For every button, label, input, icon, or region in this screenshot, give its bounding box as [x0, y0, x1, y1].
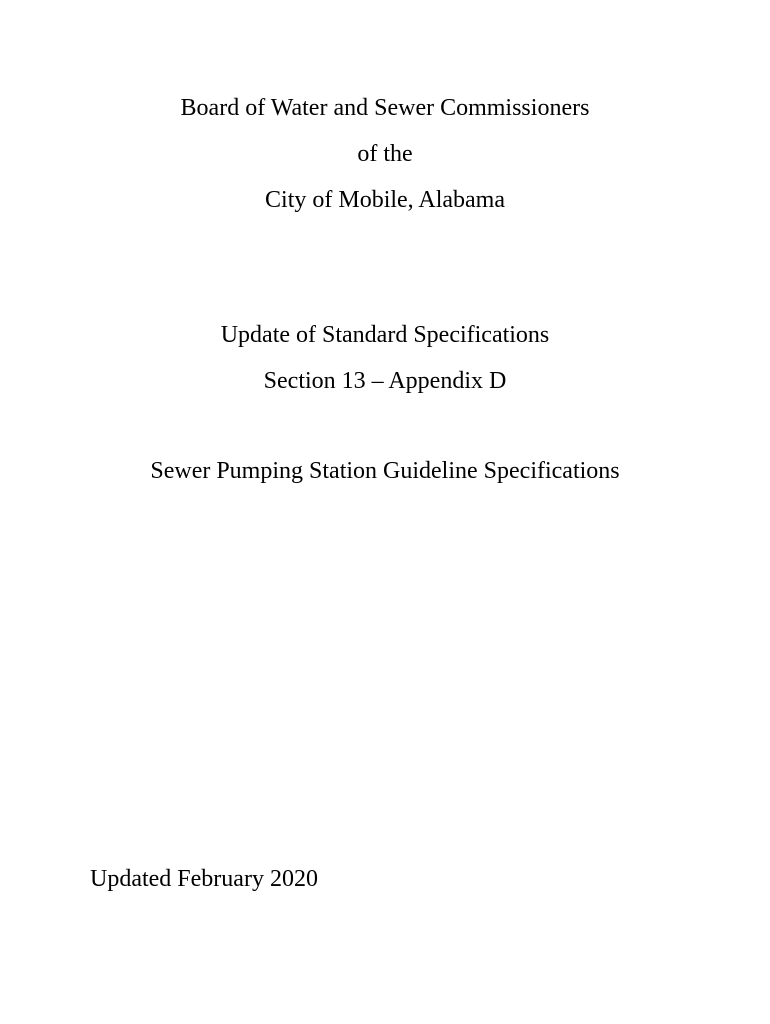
section-label: Section 13 – Appendix D — [263, 368, 507, 394]
organization-location: City of Mobile, Alabama — [265, 187, 505, 213]
organization-name: Board of Water and Sewer Commissioners — [180, 95, 590, 121]
updated-date: Updated February 2020 — [90, 866, 318, 892]
document-subtitle: Sewer Pumping Station Guideline Specifications — [150, 458, 620, 484]
document-title: Update of Standard Specifications — [220, 322, 550, 348]
organization-connector: of the — [357, 141, 413, 167]
